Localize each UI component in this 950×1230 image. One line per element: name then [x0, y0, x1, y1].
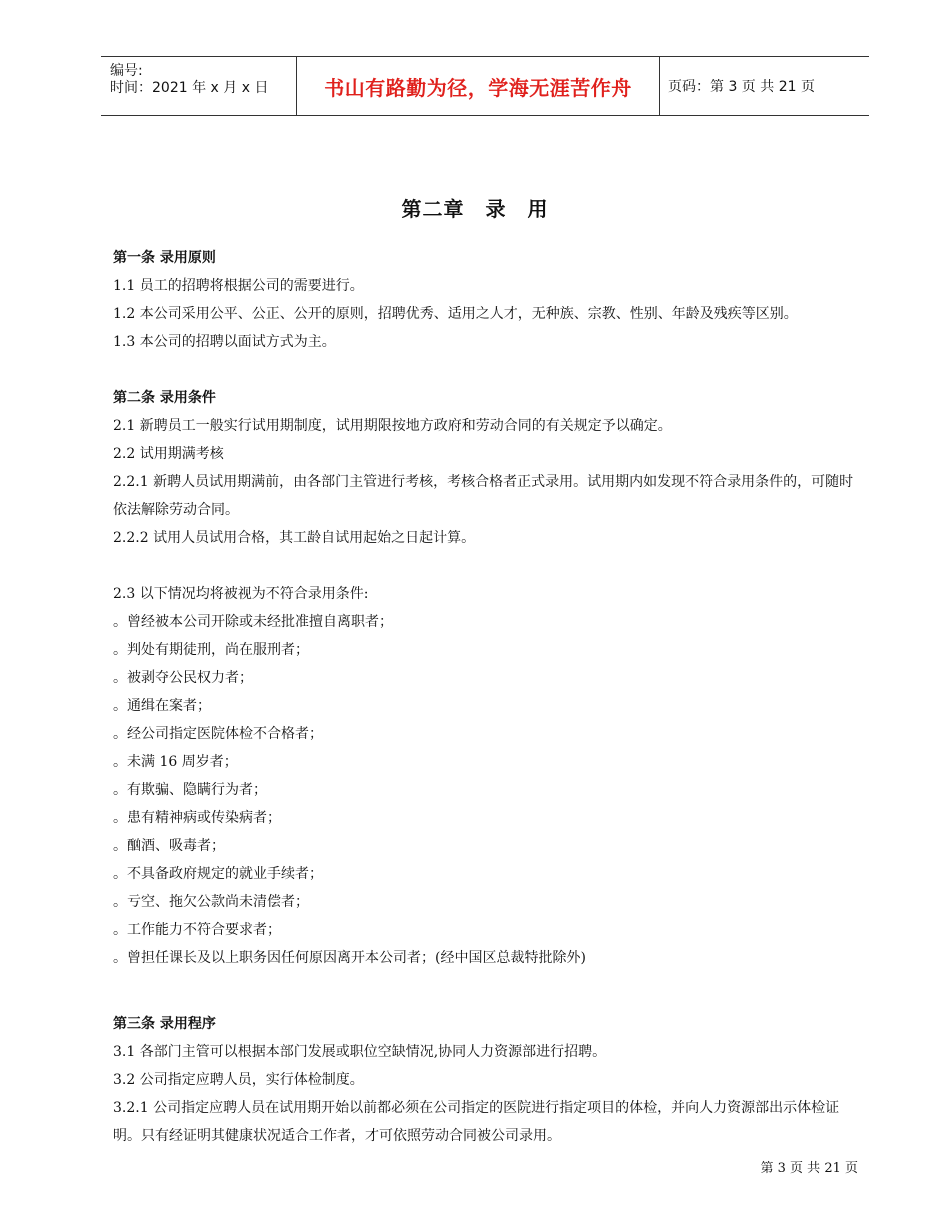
- header-page-info: 页码：第 3 页 共 21 页: [668, 79, 815, 95]
- list-item: 。工作能力不符合要求者；: [113, 922, 281, 938]
- list-item: 。经公司指定医院体检不合格者；: [113, 726, 323, 742]
- list-item: 。未满 16 周岁者；: [113, 754, 238, 770]
- page-footer: 第 3 页 共 21 页: [760, 1161, 858, 1176]
- document-time-label: 时间：2021 年 x 月 x 日: [110, 80, 269, 96]
- header-page-cell: [659, 57, 869, 115]
- list-item: 。亏空、拖欠公款尚未清偿者；: [113, 894, 309, 910]
- motto-text: 书山有路勤为径，学海无涯苦作舟: [324, 75, 632, 100]
- article3-heading: 第三条 录用程序: [113, 1016, 216, 1032]
- article1-paragraph: 1.3 本公司的招聘以面试方式为主。: [113, 334, 336, 350]
- header-motto-cell: [296, 57, 660, 115]
- list-item: 。曾担任课长及以上职务因任何原因离开本公司者；(经中国区总裁特批除外): [113, 950, 586, 966]
- list-item: 。通缉在案者；: [113, 698, 211, 714]
- document-number-label: 编号:: [110, 63, 143, 79]
- chapter-title: 第二章 录 用: [401, 197, 549, 221]
- list-item: 。不具备政府规定的就业手续者；: [113, 866, 323, 882]
- article1-paragraph: 1.2 本公司采用公平、公正、公开的原则，招聘优秀、适用之人才，无种族、宗教、性别、年龄及残疾等区别。: [113, 306, 798, 322]
- header-meta-cell: [101, 57, 296, 115]
- article1-paragraph: 1.1 员工的招聘将根据公司的需要进行。: [113, 278, 364, 294]
- article1-heading: 第一条 录用原则: [113, 250, 216, 266]
- header-table: [101, 56, 869, 116]
- article2-paragraph: 2.2.1 新聘人员试用期满前，由各部门主管进行考核，考核合格者正式录用。试用期内如发现不符合录用条件的，可随时依法解除劳动合同。: [113, 474, 854, 518]
- list-item: 。酗酒、吸毒者；: [113, 838, 225, 854]
- list-item: 。判处有期徒刑，尚在服刑者；: [113, 642, 309, 658]
- list-item: 。被剥夺公民权力者；: [113, 670, 253, 686]
- article2-heading: 第二条 录用条件: [113, 390, 216, 406]
- article2-paragraph: 2.2.2 试用人员试用合格，其工龄自试用起始之日起计算。: [113, 530, 476, 546]
- article2-paragraph: 2.3 以下情况均将被视为不符合录用条件:: [113, 586, 369, 602]
- article2-paragraph: 2.1 新聘员工一般实行试用期制度，试用期限按地方政府和劳动合同的有关规定予以确定。: [113, 418, 672, 434]
- article3-paragraph: 3.2.1 公司指定应聘人员在试用期开始以前都必须在公司指定的医院进行指定项目的体检，并向人力资源部出示体检证明。只有经证明其健康状况适合工作者，才可依照劳动合同被公司录用。: [113, 1100, 840, 1144]
- list-item: 。有欺骗、隐瞒行为者；: [113, 782, 267, 798]
- article3-paragraph: 3.1 各部门主管可以根据本部门发展或职位空缺情况,协同人力资源部进行招聘。: [113, 1044, 607, 1060]
- list-item: 。曾经被本公司开除或未经批准擅自离职者；: [113, 614, 393, 630]
- list-item: 。患有精神病或传染病者；: [113, 810, 281, 826]
- article3-paragraph: 3.2 公司指定应聘人员，实行体检制度。: [113, 1072, 364, 1088]
- article2-paragraph: 2.2 试用期满考核: [113, 446, 224, 462]
